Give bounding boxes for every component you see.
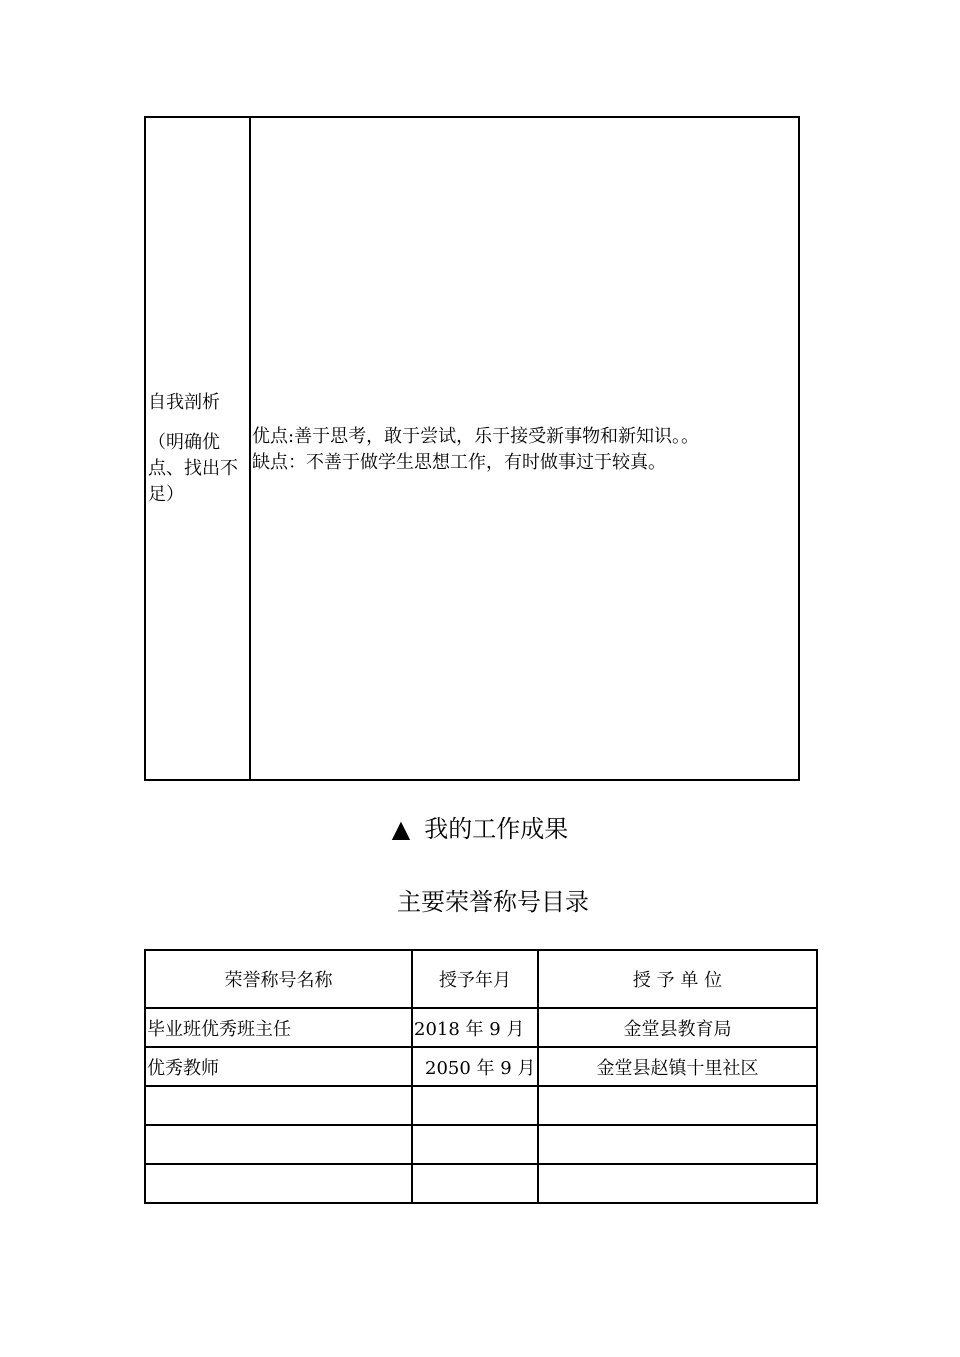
table-row [145, 1125, 817, 1164]
honor-name-cell [145, 1125, 412, 1164]
honor-name-cell [145, 1164, 412, 1203]
table-row [145, 1008, 817, 1047]
sublabel-line: 足） [148, 483, 184, 505]
honors-table [144, 949, 818, 1204]
header-award-date: 授予年月 [412, 950, 538, 1008]
award-date-cell [412, 1125, 538, 1164]
honor-name-cell: 毕业班优秀班主任 [145, 1008, 412, 1047]
award-unit-cell [538, 1164, 817, 1203]
table-row [145, 1047, 817, 1086]
award-unit-cell [538, 1125, 817, 1164]
award-date-cell [412, 1164, 538, 1203]
award-unit-cell: 金堂县赵镇十里社区 [538, 1047, 817, 1086]
self-analysis-sublabel [146, 430, 249, 508]
sublabel-line: 点、找出不 [148, 457, 238, 479]
work-results-title: 我的工作成果 [424, 815, 569, 843]
award-date-cell: 2018 年 9 月 [412, 1008, 538, 1047]
header-honor-name: 荣誉称号名称 [145, 950, 412, 1008]
self-analysis-label: 自我剖析 [148, 391, 220, 413]
honors-title: 主要荣誉称号目录 [397, 888, 589, 916]
honor-name-cell [145, 1086, 412, 1125]
self-analysis-table [144, 116, 800, 781]
self-analysis-content-cell [250, 117, 799, 780]
strengths-text: 优点:善于思考，敢于尝试，乐于接受新事物和新知识。。 [252, 425, 700, 447]
table-row [145, 1164, 817, 1203]
honors-header-row [145, 950, 817, 1008]
weaknesses-text: 缺点：不善于做学生思想工作，有时做事过于较真。 [252, 451, 666, 473]
honor-name-cell: 优秀教师 [145, 1047, 412, 1086]
award-date-cell: 2050 年 9 月 [412, 1047, 538, 1086]
self-analysis-label-cell [145, 117, 250, 780]
table-row [145, 1086, 817, 1125]
triangle-marker-icon: ▲ [391, 815, 411, 843]
sublabel-line: （明确优 [148, 431, 220, 453]
header-award-unit: 授 予 单 位 [538, 950, 817, 1008]
award-unit-cell: 金堂县教育局 [538, 1008, 817, 1047]
work-results-heading [0, 812, 960, 846]
award-unit-cell [538, 1086, 817, 1125]
award-date-cell [412, 1086, 538, 1125]
